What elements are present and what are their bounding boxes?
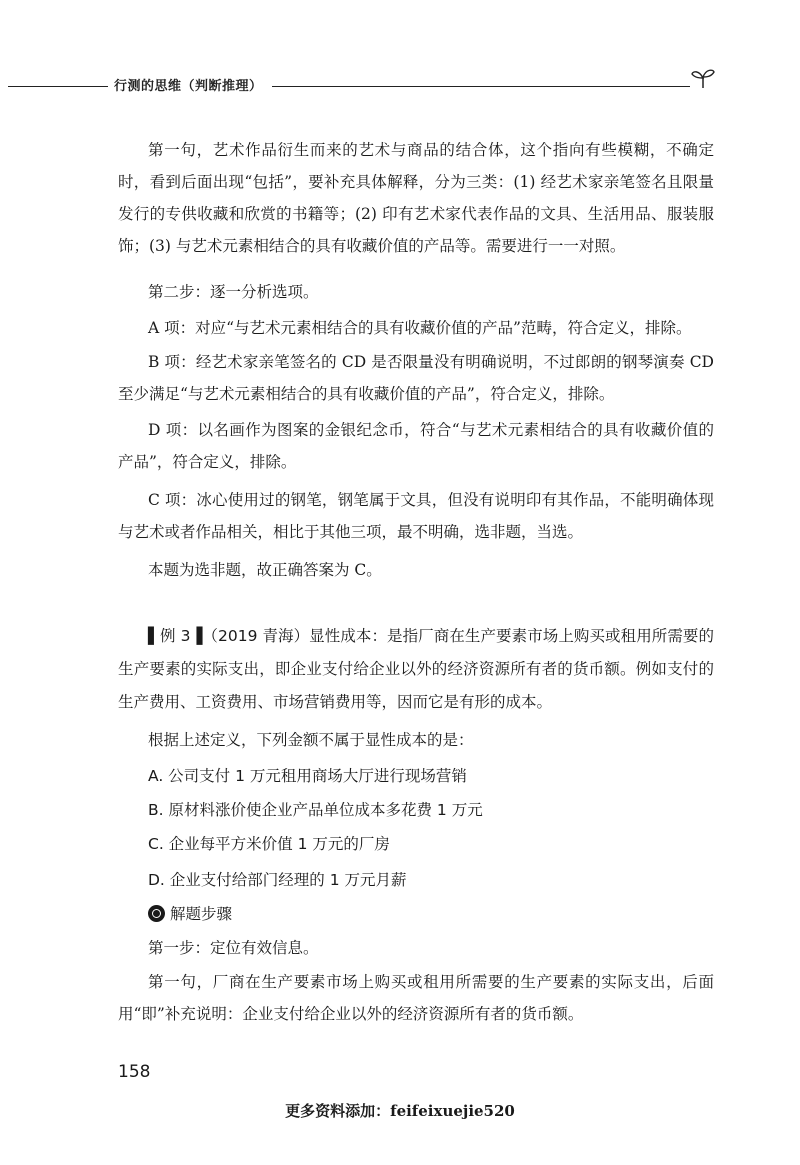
option-c-analysis: C 项：冰心使用过的钢笔，钢笔属于文具，但没有说明印有其作品，不能明确体现与艺术或者作品相关，相比于其他三项，最不明确，选非题，当选。 (118, 491, 714, 541)
example-block (118, 620, 714, 719)
example-label: 例 3 (159, 627, 191, 645)
answer-conclusion: 本题为选非题，故正确答案为 C。 (148, 561, 382, 579)
header-rule-right (272, 86, 690, 87)
page-number: 158 (118, 1062, 151, 1082)
header-title: 行测的思维（判断推理） (114, 79, 263, 94)
option-b: B. 原材料涨价使企业产品单位成本多花费 1 万元 (148, 801, 483, 819)
option-b-analysis: B 项：经艺术家亲笔签名的 CD 是否限量没有明确说明，不过郎朗的钢琴演奏 CD 至少满足“与艺术元素相结合的具有收藏价值的产品”，符合定义，排除。 (118, 353, 714, 403)
solution-heading-text: 解题步骤 (170, 905, 233, 923)
option-d: D. 企业支付给部门经理的 1 万元月薪 (148, 871, 407, 889)
solution-badge-icon (148, 905, 165, 922)
sprout-icon (690, 66, 716, 90)
example-label-bar-right: ▐ (190, 627, 203, 645)
option-a-analysis: A 项：对应“与艺术元素相结合的具有收藏价值的产品”范畴，符合定义，排除。 (148, 319, 692, 337)
option-d-analysis: D 项：以名画作为图案的金银纪念币，符合“与艺术元素相结合的具有收藏价值的产品”，符合定义，排除。 (118, 421, 714, 471)
example-label-bar-left: ▌ (148, 627, 160, 645)
header-rule-left (8, 86, 108, 87)
solution-paragraph-1: 第一句，厂商在生产要素市场上购买或租用所需要的生产要素的实际支出，后面用“即”补充说明：企业支付给企业以外的经济资源所有者的货币额。 (118, 973, 714, 1023)
solution-heading (148, 902, 232, 926)
analysis-step-2: 第二步：逐一分析选项。 (148, 283, 319, 301)
option-c: C. 企业每平方米价值 1 万元的厂房 (148, 835, 390, 853)
footer-note: 更多资料添加：feifeixuejie520 (285, 1102, 515, 1120)
example-definition: 显性成本：是指厂商在生产要素市场上购买或租用所需要的生产要素的实际支出，即企业支付给企业以外的经济资源所有者的货币额。例如支付的生产费用、工资费用、市场营销费用等，因而它是有形的成本。 (118, 627, 714, 711)
question-stem: 根据上述定义，下列金额不属于显性成本的是： (148, 731, 474, 749)
analysis-paragraph-1: 第一句，艺术作品衍生而来的艺术与商品的结合体，这个指向有些模糊，不确定时，看到后面出现“包括”，要补充具体解释，分为三类：(1) 经艺术家亲笔签名且限量发行的专供收藏和欣赏的书籍等；(2) 印有艺术家代表作品的文具、生活用品、服装服饰；(3) 与艺术元素相结合的具有收藏价值的产品等。需要进行一一对照。 (118, 141, 714, 255)
option-a: A. 公司支付 1 万元租用商场大厅进行现场营销 (148, 767, 467, 785)
solution-step-1: 第一步：定位有效信息。 (148, 939, 319, 957)
running-header (0, 66, 800, 106)
example-source: （2019 青海） (202, 627, 310, 645)
